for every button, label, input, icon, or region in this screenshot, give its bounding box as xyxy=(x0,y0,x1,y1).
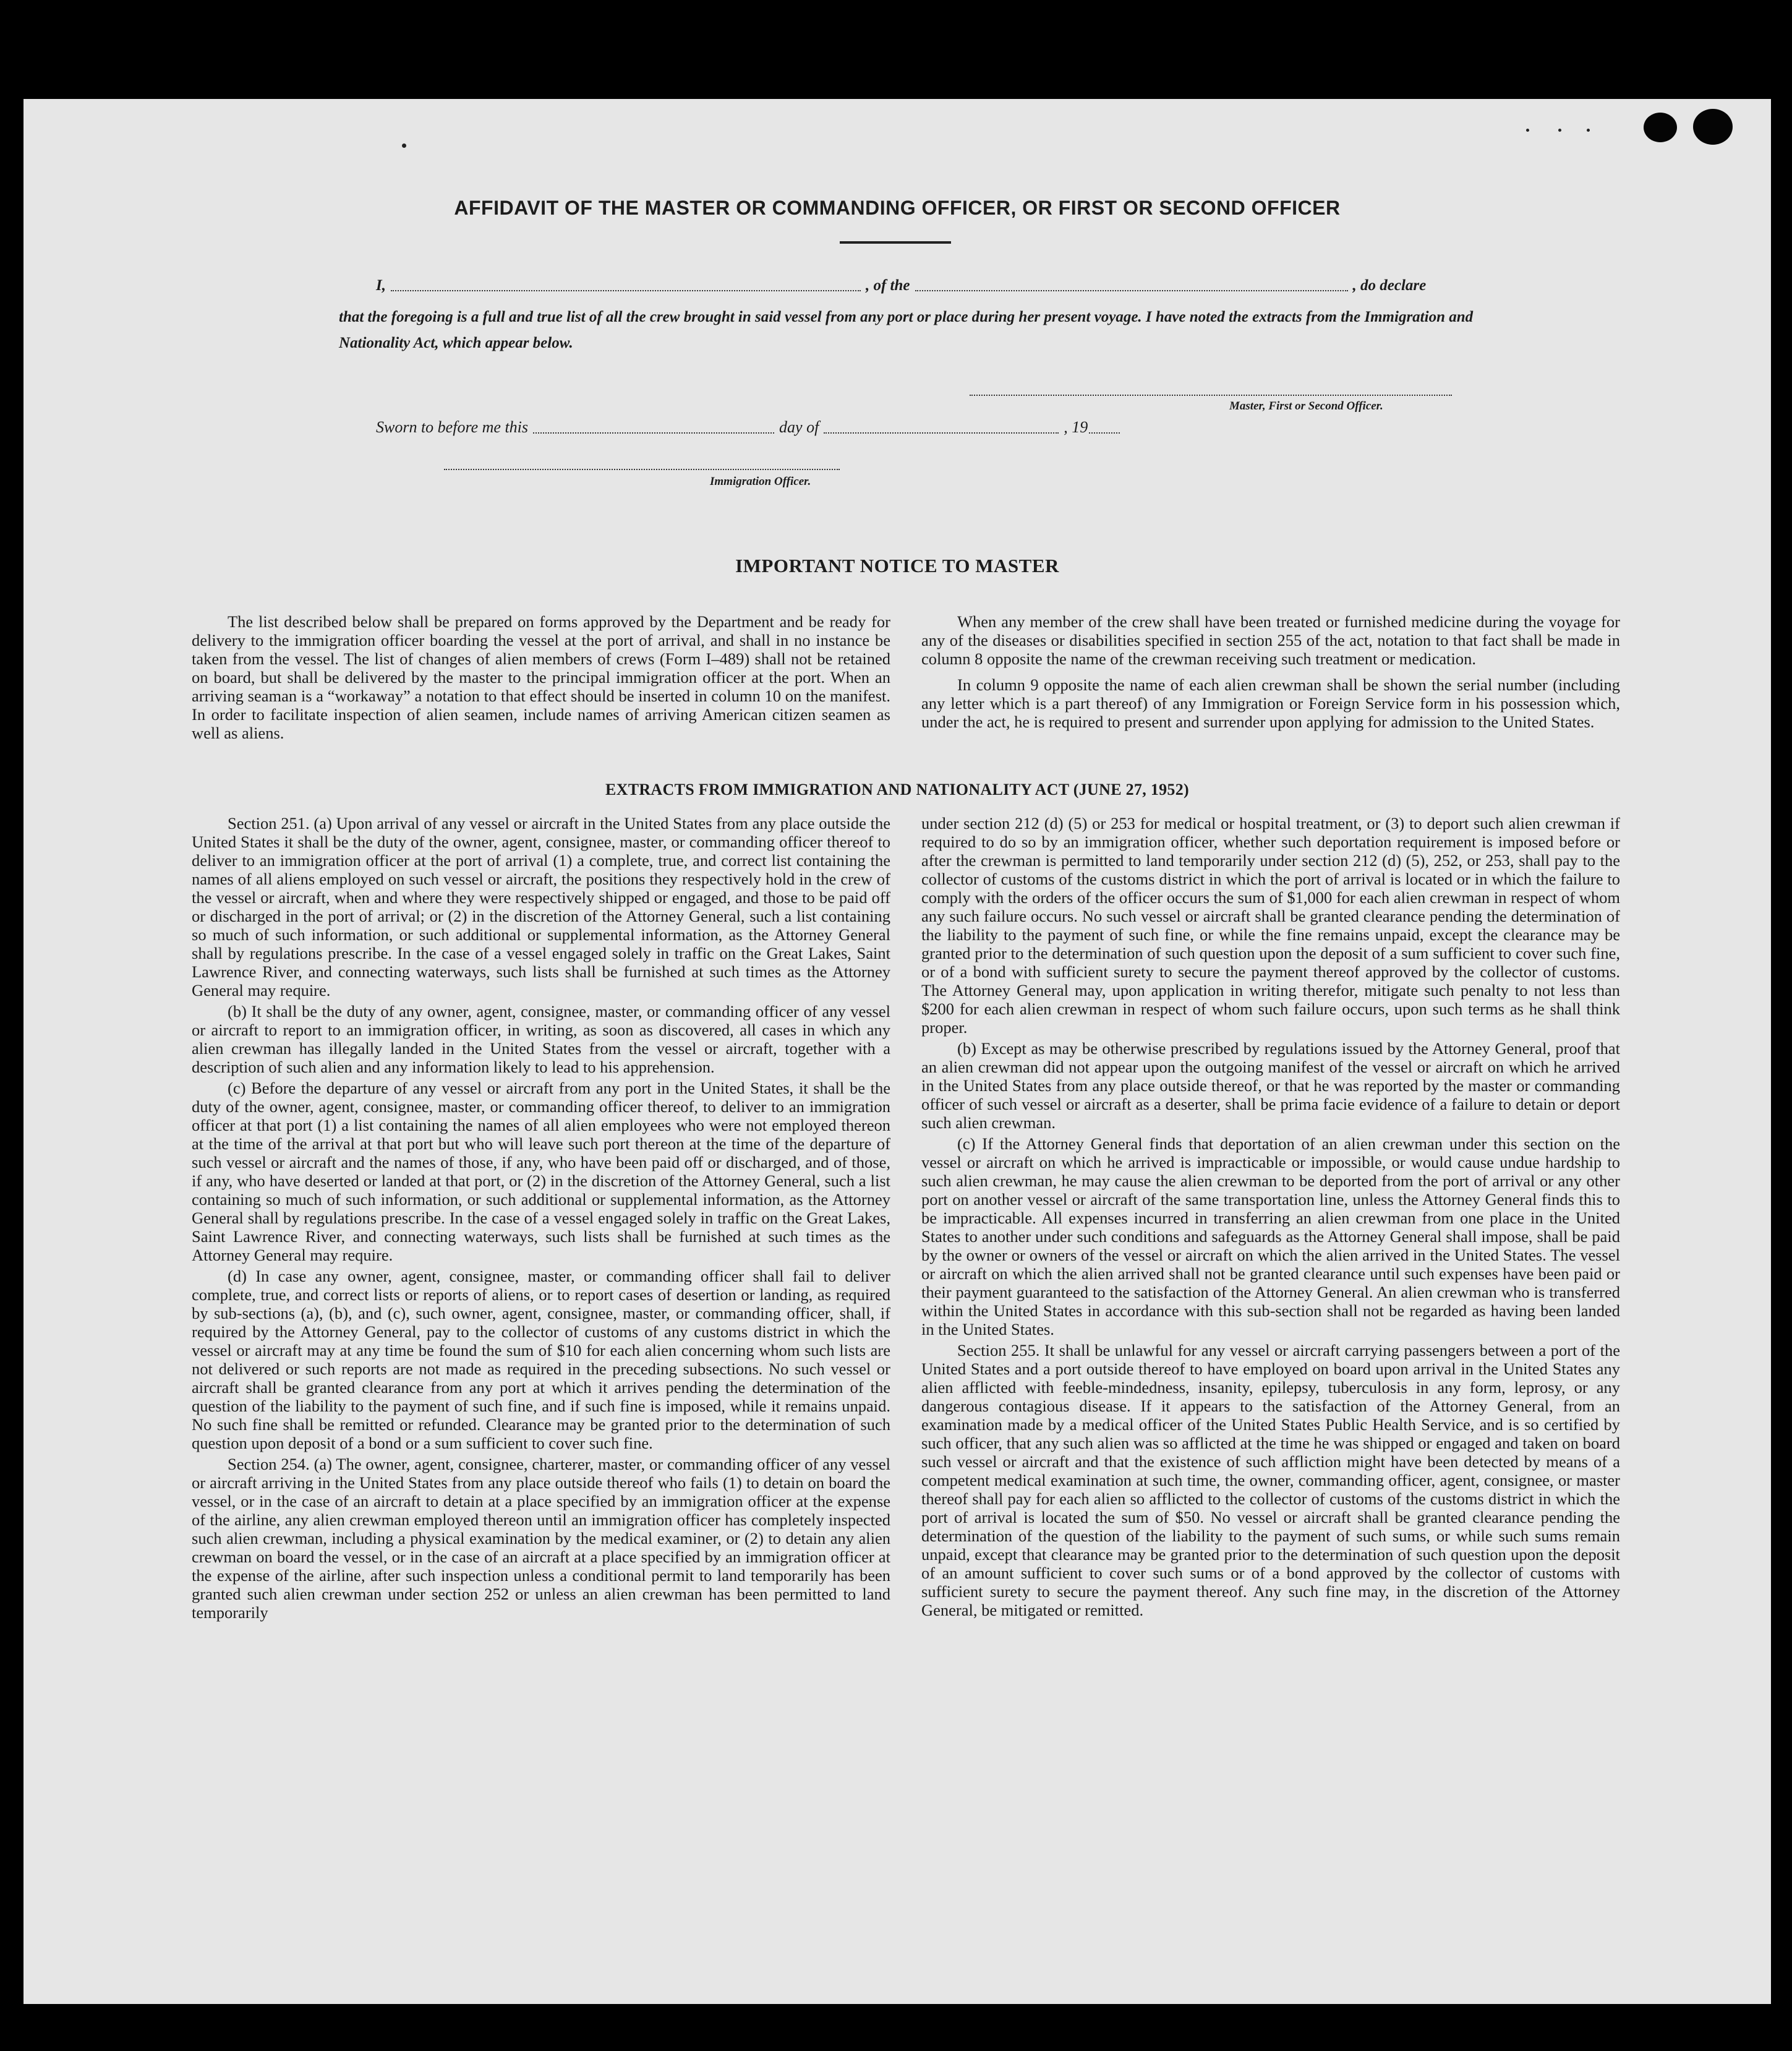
extract-paragraph: Section 254. (a) The owner, agent, consignee, charterer, master, or commanding officer of any vessel or aircraft arriving in the United States from any place outside thereof who fails (1) to detain on board the vessel, or in the case of an aircraft to detain at a place specified by an immigration officer at the expense of the airline, any alien crewman employed thereon until an immigration officer has completely inspected such alien crewman, including a physical examination by the medical examiner, or (2) to detain any alien crewman on board the vessel, or in the case of an aircraft at a place specified by an immigration officer at the expense of the airline, after such inspection unless a conditional permit to land temporarily has been granted such alien crewman under section 252 or unless an alien crewman has been permitted to land temporarily xyxy=(192,1455,890,1622)
notice-paragraph: In column 9 opposite the name of each alien crewman shall be shown the serial number (including any letter which is a part thereof) of any Immigration or Foreign Service form in his possession which, under the act, he is required to present and surrender upon applying for admission to the United States. xyxy=(921,675,1620,731)
sworn-month-field[interactable] xyxy=(824,420,1059,434)
extract-paragraph: (c) Before the departure of any vessel or aircraft from any port in the United States, it shall be the duty of the owner, agent, consignee, master, or commanding officer thereof, to deliver to an immigration officer at that port (1) a list containing the names of all alien employees who were not employed thereon at the time of the arrival at that port but who will leave such port thereon at the time of the departure of such vessel or aircraft and the names of those, if any, who have been paid off or discharged, and of those, if any, who have deserted or landed at that port, or (2) in the discretion of the Attorney General, such a list containing so much of such information, or such additional or supplemental information, as the Attorney General shall by regulations prescribe. In the case of a vessel engaged solely in traffic on the Great Lakes, Saint Lawrence River, and connecting waterways, such lists shall be furnished at such times as the Attorney General may require. xyxy=(192,1079,890,1264)
sworn-label: Sworn to before me this xyxy=(376,418,529,436)
declaration-text: that the foregoing is a full and true list of all the crew brought in said vessel from any port or place during her present voyage. I have noted the extracts from the Immigration and Nationality Act, which appear below. xyxy=(339,309,1474,351)
title-rule xyxy=(840,241,951,244)
notice-title: IMPORTANT NOTICE TO MASTER xyxy=(735,555,1059,576)
notice-left-column xyxy=(192,612,890,750)
vessel-field[interactable] xyxy=(915,278,1348,291)
extract-paragraph: (d) In case any owner, agent, consignee, master, or commanding officer shall fail to deliver complete, true, and correct lists or reports of aliens, or to report cases of desertion or landing, as required by sub-sections (a), (b), and (c), such owner, agent, consignee, master, or commanding officer, shall, if required by the Attorney General, pay to the collector of customs of any customs district in which the vessel or aircraft may at any time be found the sum of $10 for each alien concerning whom such lists are not delivered or such reports are not made as required in the preceding subsections. No such vessel or aircraft shall be granted clearance from any port at which it arrives pending the determination of the question of the liability to the payment of such fine, and if such fine is imposed, while it remains unpaid. No such fine shall be remitted or refunded. Clearance may be granted prior to the determination of such question upon deposit of a bond or a sum sufficient to cover such fine. xyxy=(192,1267,890,1452)
extract-paragraph: under section 212 (d) (5) or 253 for medical or hospital treatment, or (3) to deport such alien crewman if required to do so by an immigration officer, whether such deportation requirement is imposed before or after the crewman is permitted to land temporarily under section 212 (d) (5), 252, or 253, shall pay to the collector of customs of the customs district in which the port of arrival is located or in which the failure to comply with the orders of the officer occurs the sum of $1,000 for each alien crewman in respect of whom any such failure occurs. No such vessel or aircraft shall be granted clearance pending the determination of the liability to the payment of such fine, or while the fine remains unpaid, except the clearance may be granted prior to the determination of such question upon the deposit of a sum sufficient to cover such fine, or of a bond with sufficient surety to secure the payment thereof approved by the collector of customs. The Attorney General may, upon application in writing therefor, mitigate such penalty to not less than $200 for each alien crewman in respect of whom such failure occurs, upon such terms as he shall think proper. xyxy=(921,814,1620,1037)
officer-signature-line[interactable] xyxy=(444,469,840,470)
ink-blot-mark xyxy=(1644,113,1677,142)
document-page xyxy=(23,99,1771,2004)
extracts-left-column xyxy=(192,814,890,1624)
master-signature-caption: Master, First or Second Officer. xyxy=(1229,400,1383,413)
ink-speck xyxy=(402,143,406,148)
year-label: , 19 xyxy=(1064,418,1088,436)
master-signature-line[interactable] xyxy=(970,395,1452,396)
extract-paragraph: Section 251. (a) Upon arrival of any vessel or aircraft in the United States from any place outside the United States it shall be the duty of the owner, agent, consignee, master, or commanding officer thereof to deliver to an immigration officer at the port of arrival (1) a complete, true, and correct list containing the names of all aliens employed on such vessel or aircraft, the positions they respectively hold in the crew of the vessel or aircraft, when and where they were respectively shipped or engaged, and those to be paid off or discharged in the port of arrival; or (2) in the discretion of the Attorney General, such a list containing so much of such information, or such additional or supplemental information, as the Attorney General shall by regulations prescribe. In the case of a vessel engaged solely in traffic on the Great Lakes, Saint Lawrence River, and connecting waterways, such lists shall be furnished at such times as the Attorney General may require. xyxy=(192,814,890,1000)
name-field[interactable] xyxy=(391,278,861,291)
sworn-day-field[interactable] xyxy=(533,420,774,434)
officer-signature-caption: Immigration Officer. xyxy=(710,475,811,488)
of-the-label: , of the xyxy=(865,277,910,294)
do-declare-label: , do declare xyxy=(1352,277,1427,294)
extracts-title: EXTRACTS FROM IMMIGRATION AND NATIONALITY ACT (JUNE 27, 1952) xyxy=(605,781,1189,799)
declaration-line xyxy=(376,277,1470,294)
extract-paragraph: (b) It shall be the duty of any owner, agent, consignee, master, or commanding officer of any vessel or aircraft to report to an immigration officer, in writing, as soon as discovered, all cases in which any alien crewman has illegally landed in the United States from the vessel or aircraft, together with a description of such alien and any information likely to lead to his apprehension. xyxy=(192,1002,890,1076)
notice-right-column xyxy=(921,612,1620,739)
ink-speck xyxy=(1558,129,1561,132)
notice-paragraph: When any member of the crew shall have been treated or furnished medicine during the voyage for any of the diseases or disabilities specified in section 255 of the act, notation to that fact shall be made in column 8 opposite the name of the crewman receiving such treatment or medication. xyxy=(921,612,1620,668)
extract-paragraph: Section 255. It shall be unlawful for any vessel or aircraft carrying passengers between a port of the United States and a port outside thereof to have employed on board upon arrival in the United States any alien afflicted with feeble-mindedness, insanity, epilepsy, tuberculosis in any form, leprosy, or any dangerous contagious disease. If it appears to the satisfaction of the Attorney General, from an examination made by a medical officer of the United States Public Health Service, and is so certified by such officer, that any such alien was so afflicted at the time he was shipped or engaged and taken on board such vessel or aircraft and that the existence of such affliction might have been detected by means of a competent medical examination at such time, the owner, commanding officer, agent, consignee, or master thereof shall pay for each alien so afflicted to the collector of customs of the customs district in which the port of arrival is located the sum of $50. No vessel or aircraft shall be granted clearance pending the determination of the question of the liability to the payment of such sums, or while such sums remain unpaid, except that clearance may be granted prior to the determination of such question upon the deposit of an amount sufficient to cover such sums or of a bond approved by the collector of customs with sufficient surety to secure the payment thereof. Any such fine may, in the discretion of the Attorney General, be mitigated or remitted. xyxy=(921,1341,1620,1619)
ink-blot-mark xyxy=(1693,109,1733,145)
affidavit-title: AFFIDAVIT OF THE MASTER OR COMMANDING OFFICER, OR FIRST OR SECOND OFFICER xyxy=(454,197,1341,219)
extracts-right-column xyxy=(921,814,1620,1622)
day-of-label: day of xyxy=(779,418,819,436)
i-label: I, xyxy=(376,277,386,294)
ink-speck xyxy=(1526,129,1529,132)
ink-speck xyxy=(1587,129,1590,132)
notice-paragraph: The list described below shall be prepared on forms approved by the Department and be ready for delivery to the immigration officer boarding the vessel at the port of arrival, and shall in no instance be taken from the vessel. The list of changes of alien members of crews (Form I–489) shall not be retained on board, but shall be delivered by the master to the principal immigration officer at the port. When an arriving seaman is a “workaway” a notation to that effect should be inserted in column 10 on the manifest. In order to facilitate inspection of alien seamen, include names of arriving American citizen seamen as well as aliens. xyxy=(192,612,890,742)
sworn-line xyxy=(376,418,1211,437)
extract-paragraph: (b) Except as may be otherwise prescribed by regulations issued by the Attorney General, proof that an alien crewman did not appear upon the outgoing manifest of the vessel or aircraft on which he arrived in the United States from any place outside thereof, or that he was reported by the master or commanding officer of such vessel or aircraft as a deserter, shall be prima facie evidence of a failure to detain or deport such alien crewman. xyxy=(921,1039,1620,1132)
extract-paragraph: (c) If the Attorney General finds that deportation of an alien crewman under this section on the vessel or aircraft on which he arrived is impracticable or impossible, or would cause undue hardship to such alien crewman, he may cause the alien crewman to be deported from the port of arrival or any other port on another vessel or aircraft of the same transportation line, unless the Attorney General finds this to be impracticable. All expenses incurred in transferring an alien crewman from one place in the United States to another under such conditions and safeguards as the Attorney General shall impose, shall be paid by the owner or owners of the vessel or aircraft on which the alien arrived in the United States. The vessel or aircraft on which the alien arrived shall not be granted clearance until such expenses have been paid or their payment guaranteed to the satisfaction of the Attorney General. An alien crewman who is transferred within the United States in accordance with this sub-section shall not be regarded as having been landed in the United States. xyxy=(921,1134,1620,1338)
sworn-year-field[interactable] xyxy=(1089,420,1120,434)
